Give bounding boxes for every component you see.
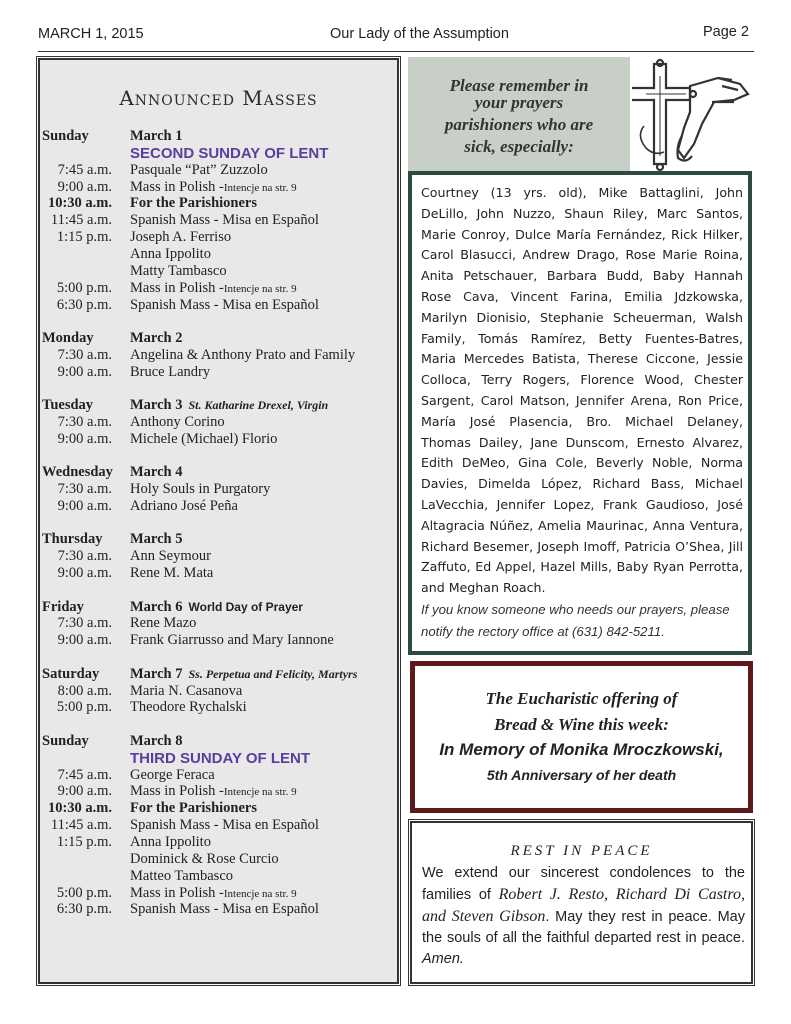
prayer-heading-line: your prayers	[474, 93, 564, 112]
rip-intro: We extend our sincerest condolences to the families of	[422, 865, 745, 903]
mass-day-row	[42, 531, 397, 548]
mass-intention	[130, 431, 277, 448]
mass-row	[42, 615, 397, 632]
mass-row	[42, 347, 397, 364]
mass-intention-text: Anna Ippolito	[130, 245, 211, 262]
rest-in-peace-box	[410, 821, 753, 984]
eucharist-memory: In Memory of Monika Mroczkowski,	[439, 740, 724, 759]
mass-row	[42, 229, 397, 246]
mass-day-row	[42, 464, 397, 481]
polish-intentions-note: Intencje na str. 9	[223, 887, 297, 900]
mass-time: 9:00 a.m.	[57, 363, 112, 380]
mass-time: 9:00 a.m.	[57, 565, 112, 582]
mass-intention	[130, 246, 211, 263]
mass-time: 7:30 a.m.	[57, 413, 112, 430]
mass-date	[130, 397, 328, 414]
mass-day: Friday	[42, 598, 84, 615]
mass-row	[42, 481, 397, 498]
mass-date-text: March 1	[130, 128, 183, 144]
mass-date	[130, 464, 183, 481]
mass-row	[42, 162, 397, 179]
prayer-heading-line: sick, especially:	[464, 137, 574, 156]
mass-intention	[130, 800, 257, 817]
mass-intention	[130, 817, 319, 834]
feast-day: Ss. Perpetua and Felicity, Martyrs	[188, 666, 358, 681]
mass-intention	[130, 229, 231, 246]
mass-row	[42, 431, 397, 448]
mass-time: 8:00 a.m.	[57, 682, 112, 699]
mass-intention-text: Mass in Polish -	[130, 783, 224, 800]
cross-praying-hands-icon	[632, 56, 752, 174]
prayer-heading-box	[408, 57, 630, 173]
mass-intention	[130, 414, 225, 431]
mass-date	[130, 599, 303, 616]
mass-intention-text: Matteo Tambasco	[130, 867, 234, 884]
eucharist-line-1: The Eucharistic offering of	[485, 689, 678, 708]
mass-row	[42, 868, 397, 885]
mass-row	[42, 565, 397, 582]
mass-intention-text: Mass in Polish -	[130, 884, 224, 901]
mass-time: 11:45 a.m.	[50, 212, 112, 229]
mass-date-text: March 8	[130, 732, 183, 749]
mass-time: 7:30 a.m.	[57, 346, 112, 363]
mass-row	[42, 901, 397, 918]
mass-intention-text: Spanish Mass - Misa en Español	[130, 901, 319, 918]
mass-day: Tuesday	[42, 397, 94, 414]
header-date: MARCH 1, 2015	[38, 26, 144, 42]
mass-date-text: March 5	[130, 531, 183, 548]
mass-time: 9:00 a.m.	[57, 430, 112, 447]
mass-date-text: March 7	[130, 665, 183, 682]
mass-intention	[130, 162, 268, 179]
mass-intention-text: Rene M. Mata	[130, 565, 214, 582]
mass-intention	[130, 767, 215, 784]
lent-title-row	[42, 145, 397, 162]
mass-time: 10:30 a.m.	[47, 800, 112, 817]
mass-intention	[130, 851, 279, 868]
mass-time: 7:30 a.m.	[57, 548, 112, 565]
mass-time: 9:00 a.m.	[57, 497, 112, 514]
mass-day-row	[42, 397, 397, 414]
mass-time: 9:00 a.m.	[57, 783, 112, 800]
mass-time: 6:30 p.m.	[56, 901, 112, 918]
announced-masses-panel	[38, 58, 399, 984]
mass-row	[42, 280, 397, 297]
mass-intention-text: Joseph A. Ferriso	[130, 229, 232, 246]
polish-intentions-note: Intencje na str. 9	[223, 282, 297, 295]
feast-day: World Day of Prayer	[188, 599, 303, 614]
mass-time: 10:30 a.m.	[47, 195, 112, 212]
mass-time: 7:30 a.m.	[57, 481, 112, 498]
mass-intention-text: Spanish Mass - Misa en Español	[130, 817, 319, 834]
masses-title: Announced Masses	[119, 86, 318, 110]
eucharist-anniversary: 5th Anniversary of her death	[486, 767, 677, 783]
mass-time: 5:00 p.m.	[56, 279, 112, 296]
mass-intention	[130, 834, 211, 851]
prayer-heading-line: Please remember in	[449, 76, 589, 95]
rip-after: . May they rest in peace. May the souls of all the faithful departed rest in peace.	[422, 909, 745, 946]
mass-intention-text: George Feraca	[130, 766, 215, 783]
mass-intention-text: Angelina & Anthony Prato and Family	[130, 346, 356, 363]
mass-intention-text: Ann Seymour	[130, 548, 211, 565]
mass-time: 9:00 a.m.	[57, 632, 112, 649]
mass-row	[42, 297, 397, 314]
mass-intention-text: THIRD SUNDAY OF LENT	[130, 749, 311, 767]
mass-date	[130, 733, 183, 750]
mass-time: 6:30 p.m.	[56, 296, 112, 313]
rip-title: REST IN PEACE	[510, 843, 653, 859]
prayer-list-box	[408, 171, 752, 655]
header-rule	[38, 51, 754, 52]
mass-date	[130, 666, 357, 683]
mass-intention	[130, 297, 319, 314]
mass-time: 1:15 p.m.	[56, 229, 112, 246]
polish-intentions-note: Intencje na str. 9	[223, 786, 297, 799]
sick-parishioners-names: Courtney (13 yrs. old), Mike Battaglini, John DeLillo, John Nuzzo, Shaun Riley, Marc Santos, Marie Conroy, Dulce María Fernández, Rick Hilker, Carol Blasucci, Andrew Drago, Rose Marie Roina, Anita Petschauer, Barbara Budd, Baby Hannah Rose Cava, Vincent Farina, Emilia Jdzkowska, Marilyn Dionisio, Stephanie Scheuerman, Walsh Family, Tomás Ramírez, Betty Fuentes-Batres, Maria Mercedes Batista, Therese Ciccone, Jessie Colloca, Terry Rogers, Florence Wood, Chester Sargent, Carol Matson, Jennifer Arena, Ron Price, María José Plasencia, Bro. Michael Delaney, Thomas Dailey, Jane Dunscom, Ernesto Alvarez, Edith DeMeo, Gina Cole, Beverly Noble, Norma Davies, Dimelda López, Richard Bass, Michael LaVecchia, Jennifer Lopez, Frank Gaudioso, José Altagracia Núñez, Amelia Maurinac, Anna Ventura, Richard Besemer, Joseph Imoff, Patricia O’Shea, Jill Zaffuto, Ed Appel, Hazel Mills, Baby Ryan Perrotta, and Meghan Roach.	[421, 185, 743, 596]
mass-day: Saturday	[42, 665, 100, 682]
mass-intention-text: Matty Tambasco	[130, 262, 227, 279]
prayer-heading-line: parishioners who are	[444, 115, 594, 134]
mass-row	[42, 683, 397, 700]
mass-intention	[130, 615, 196, 632]
mass-row	[42, 632, 397, 649]
rip-body	[422, 863, 745, 970]
mass-intention-text: Anthony Corino	[130, 413, 225, 430]
mass-intention	[130, 783, 297, 801]
mass-intention-text: Pasquale “Pat” Zuzzolo	[130, 161, 268, 178]
mass-day-row	[42, 330, 397, 347]
mass-row	[42, 851, 397, 868]
mass-intention	[130, 179, 297, 197]
mass-intention-text: Spanish Mass - Misa en Español	[130, 296, 319, 313]
header-parish: Our Lady of the Assumption	[330, 26, 509, 42]
mass-intention	[130, 263, 227, 280]
mass-time: 9:00 a.m.	[57, 178, 112, 195]
mass-intention	[130, 195, 257, 212]
mass-intention	[130, 683, 242, 700]
mass-row	[42, 885, 397, 902]
mass-row	[42, 800, 397, 817]
mass-intention-text: Theodore Rychalski	[130, 699, 247, 716]
mass-date-text: March 4	[130, 464, 183, 481]
mass-intention	[130, 364, 210, 381]
mass-day-row	[42, 733, 397, 750]
mass-day-row	[42, 599, 397, 616]
mass-day: Sunday	[42, 732, 89, 749]
mass-row	[42, 246, 397, 263]
mass-day-row	[42, 128, 397, 145]
mass-intention	[130, 280, 297, 298]
mass-intention	[130, 481, 270, 498]
mass-time: 5:00 p.m.	[56, 699, 112, 716]
mass-intention-text: Bruce Landry	[130, 363, 211, 380]
mass-intention	[130, 699, 247, 716]
mass-date-text: March 2	[130, 329, 183, 346]
mass-row	[42, 817, 397, 834]
mass-day: Wednesday	[42, 464, 113, 481]
mass-intention	[130, 548, 211, 565]
eucharistic-offering-box	[410, 661, 753, 813]
mass-intention	[130, 868, 233, 885]
mass-time: 5:00 p.m.	[56, 884, 112, 901]
mass-row	[42, 548, 397, 565]
mass-row	[42, 212, 397, 229]
mass-intention-text: Spanish Mass - Misa en Español	[130, 212, 319, 229]
mass-day: Thursday	[42, 531, 103, 548]
mass-intention	[130, 347, 355, 364]
mass-time: 7:30 a.m.	[57, 615, 112, 632]
lent-sunday-title	[130, 145, 328, 163]
mass-intention-text: Rene Mazo	[130, 615, 197, 632]
mass-intention	[130, 632, 334, 649]
mass-day: Monday	[42, 329, 94, 346]
mass-intention	[130, 498, 238, 515]
mass-intention-text: Adriano José Peña	[130, 497, 238, 514]
header-page: Page 2	[703, 24, 749, 40]
rip-names: Robert J. Resto, Richard Di Castro, and Steven Gibson	[422, 886, 745, 925]
mass-time: 7:45 a.m.	[57, 161, 112, 178]
mass-row	[42, 498, 397, 515]
mass-intention	[130, 901, 319, 918]
mass-intention-text: For the Parishioners	[130, 800, 257, 817]
mass-time: 7:45 a.m.	[57, 766, 112, 783]
lent-title-row	[42, 750, 397, 767]
mass-date	[130, 531, 183, 548]
mass-intention	[130, 212, 319, 229]
polish-intentions-note: Intencje na str. 9	[223, 181, 297, 194]
mass-intention-text: Mass in Polish -	[130, 178, 224, 195]
rip-amen: Amen.	[422, 951, 464, 967]
mass-intention-text: For the Parishioners	[130, 195, 257, 212]
mass-row	[42, 179, 397, 196]
mass-date-text: March 6	[130, 598, 183, 615]
mass-intention-text: Maria N. Casanova	[130, 682, 243, 699]
mass-row	[42, 767, 397, 784]
feast-day: St. Katharine Drexel, Virgin	[188, 398, 329, 413]
mass-row	[42, 783, 397, 800]
mass-time: 1:15 p.m.	[56, 833, 112, 850]
mass-intention	[130, 565, 213, 582]
eucharist-line-2: Bread & Wine this week:	[494, 715, 669, 734]
mass-intention-text: Frank Giarrusso and Mary Iannone	[130, 632, 334, 649]
mass-row	[42, 263, 397, 280]
mass-row	[42, 195, 397, 212]
mass-intention-text: Michele (Michael) Florio	[130, 430, 278, 447]
mass-date	[130, 330, 183, 347]
mass-day-row	[42, 666, 397, 683]
prayer-heading	[408, 75, 630, 158]
prayer-note: If you know someone who needs our prayers, please notify the rectory office at (631) 842-5211.	[421, 602, 730, 639]
mass-intention-text: Dominick & Rose Curcio	[130, 850, 279, 867]
mass-row	[42, 364, 397, 381]
mass-day: Sunday	[42, 128, 89, 144]
mass-time: 11:45 a.m.	[50, 817, 112, 834]
mass-intention-text: Mass in Polish -	[130, 279, 224, 296]
mass-intention-text: Anna Ippolito	[130, 833, 211, 850]
mass-intention-text: SECOND SUNDAY OF LENT	[130, 144, 329, 162]
mass-row	[42, 414, 397, 431]
mass-date	[130, 128, 183, 145]
mass-date-text: March 3	[130, 397, 183, 414]
mass-row	[42, 834, 397, 851]
mass-intention	[130, 885, 297, 903]
mass-row	[42, 699, 397, 716]
lent-sunday-title	[130, 750, 310, 768]
mass-intention-text: Holy Souls in Purgatory	[130, 481, 271, 498]
